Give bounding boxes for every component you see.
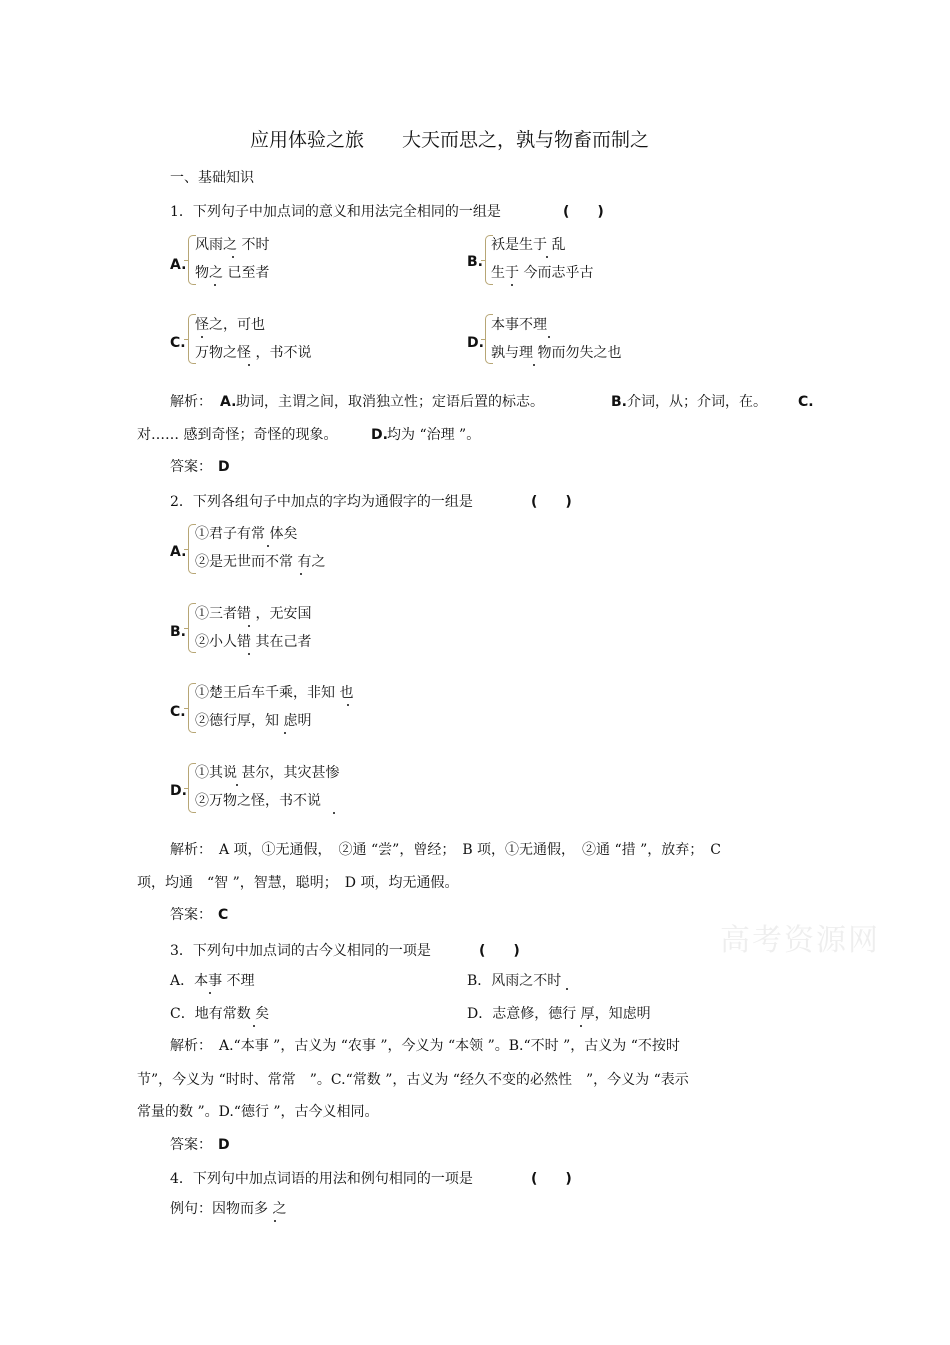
- emphasis-dot: [201, 336, 203, 338]
- q2-option-b-label: B.: [170, 624, 186, 640]
- q2-option-c-label: C.: [170, 704, 186, 720]
- q1-option-b-line2: 生于 今而志乎古: [491, 265, 594, 281]
- emphasis-dot: [253, 1025, 255, 1027]
- q1-jiexi-a-text: 助词，主谓之间，取消独立性；定语后置的标志。: [236, 394, 544, 410]
- q1-option-d-line1: 本事不理: [491, 317, 547, 333]
- q2-option-b-line1: ①三者错 ，无安国: [195, 606, 312, 622]
- q3-option-b: B．风雨之不时: [467, 973, 562, 989]
- q1-jiexi-label: 解析：: [170, 394, 212, 410]
- emphasis-dot: [248, 364, 250, 366]
- q2-option-d-line2: ②万物之怪，书不说: [195, 793, 321, 809]
- emphasis-dot: [267, 545, 269, 547]
- q2-option-a-label: A.: [170, 544, 187, 560]
- q1-option-d-line2: 孰与理 物而勿失之也: [491, 345, 622, 361]
- q3-jiexi-line3: 常量的数 ”。D.“德行 ”，古今义相同。: [137, 1104, 379, 1120]
- emphasis-dot: [236, 784, 238, 786]
- q4-paren: ( ): [531, 1171, 572, 1187]
- emphasis-dot: [284, 732, 286, 734]
- q1-jiexi-b-text: 介词，从；介词，在。: [627, 394, 767, 410]
- page-title: 应用体验之旅 大天而思之，孰与物畜而制之: [250, 129, 650, 151]
- emphasis-dot: [580, 1025, 582, 1027]
- q1-jiexi-a: A.: [220, 394, 237, 410]
- q2-jiexi-line1: 解析： A 项，①无通假， ②通 “尝”，曾经； B 项，①无通假， ②通 “措 ”，放弃； C: [170, 842, 721, 858]
- q3-paren: ( ): [479, 943, 520, 959]
- q3-option-c: C．地有常数 矣: [170, 1006, 270, 1022]
- q1-stem: 1．下列句子中加点词的意义和用法完全相同的一组是: [170, 204, 501, 220]
- q1-option-c-line2: 万物之怪 ，书不说: [195, 345, 312, 361]
- emphasis-dot: [533, 364, 535, 366]
- q1-jiexi-c: C.: [798, 394, 814, 410]
- q2-option-d-label: D.: [170, 783, 187, 799]
- q2-option-d-line1: ①其说 甚尔，其灾甚惨: [195, 765, 340, 781]
- q1-option-c-line1: 怪之，可也: [195, 317, 265, 333]
- emphasis-dot: [566, 988, 568, 990]
- q2-option-c-line1: ①楚王后车千乘，非知 也: [195, 685, 354, 701]
- q3-answer-label: 答案：: [170, 1137, 212, 1153]
- q2-paren: ( ): [531, 494, 572, 510]
- emphasis-dot: [209, 992, 211, 994]
- q1-paren: ( ): [563, 204, 604, 220]
- emphasis-dot: [248, 625, 250, 627]
- emphasis-dot: [347, 704, 349, 706]
- emphasis-dot: [232, 256, 234, 258]
- q1-option-d-label: D.: [467, 335, 484, 351]
- q1-jiexi-c-text: 对…… 感到奇怪；奇怪的现象。: [137, 427, 338, 443]
- section-heading: 一、基础知识: [170, 170, 254, 186]
- q2-answer: C: [218, 907, 229, 923]
- watermark: 高考资源网: [720, 923, 880, 958]
- q2-option-a-line2: ②是无世而不常 有之: [195, 554, 326, 570]
- q2-answer-label: 答案：: [170, 907, 212, 923]
- emphasis-dot: [248, 653, 250, 655]
- q3-stem: 3．下列句中加点词的古今义相同的一项是: [170, 943, 431, 959]
- q3-answer: D: [218, 1137, 230, 1153]
- q1-answer: D: [218, 459, 230, 475]
- q3-jiexi-line2: 节”，今义为 “时时、常常 ”。C.“常数 ”，古义为 “经久不变的必然性 ”，今义为 “表示: [137, 1072, 689, 1088]
- q1-jiexi-d: D.: [371, 427, 388, 443]
- emphasis-dot: [300, 573, 302, 575]
- q3-option-a: A．本事 不理: [170, 973, 255, 989]
- q3-jiexi-line1: 解析： A.“本事 ”，古义为 “农事 ”，今义为 “本领 ”。B.“不时 ”，古义为 “不按时: [170, 1038, 680, 1054]
- q1-option-a-line2: 物之 已至者: [195, 265, 270, 281]
- q1-option-b-line1: 袄是生于 乱: [491, 237, 566, 253]
- q4-stem: 4．下列句中加点词语的用法和例句相同的一项是: [170, 1171, 473, 1187]
- q1-option-a-label: A.: [170, 257, 187, 273]
- q1-option-b-label: B.: [467, 254, 483, 270]
- q1-option-c-label: C.: [170, 335, 186, 351]
- q1-answer-label: 答案：: [170, 459, 212, 475]
- q2-jiexi-line2: 项，均通 “智 ”，智慧，聪明； D 项，均无通假。: [137, 875, 459, 891]
- q1-jiexi-d-text: 均为 “治理 ”。: [387, 427, 481, 443]
- q1-option-a-line1: 风雨之 不时: [195, 237, 270, 253]
- emphasis-dot: [548, 336, 550, 338]
- q3-option-d: D．志意修，德行 厚，知虑明: [467, 1006, 651, 1022]
- q1-jiexi-b: B.: [611, 394, 627, 410]
- emphasis-dot: [214, 284, 216, 286]
- q4-example: 例句：因物而多 之: [170, 1201, 287, 1217]
- q2-option-b-line2: ②小人错 其在己者: [195, 634, 312, 650]
- q2-stem: 2．下列各组句子中加点的字均为通假字的一组是: [170, 494, 473, 510]
- emphasis-dot: [274, 1220, 276, 1222]
- q2-option-a-line1: ①君子有常 体矣: [195, 526, 298, 542]
- emphasis-dot: [546, 256, 548, 258]
- emphasis-dot: [511, 284, 513, 286]
- emphasis-dot: [333, 812, 335, 814]
- q2-option-c-line2: ②德行厚，知 虑明: [195, 713, 312, 729]
